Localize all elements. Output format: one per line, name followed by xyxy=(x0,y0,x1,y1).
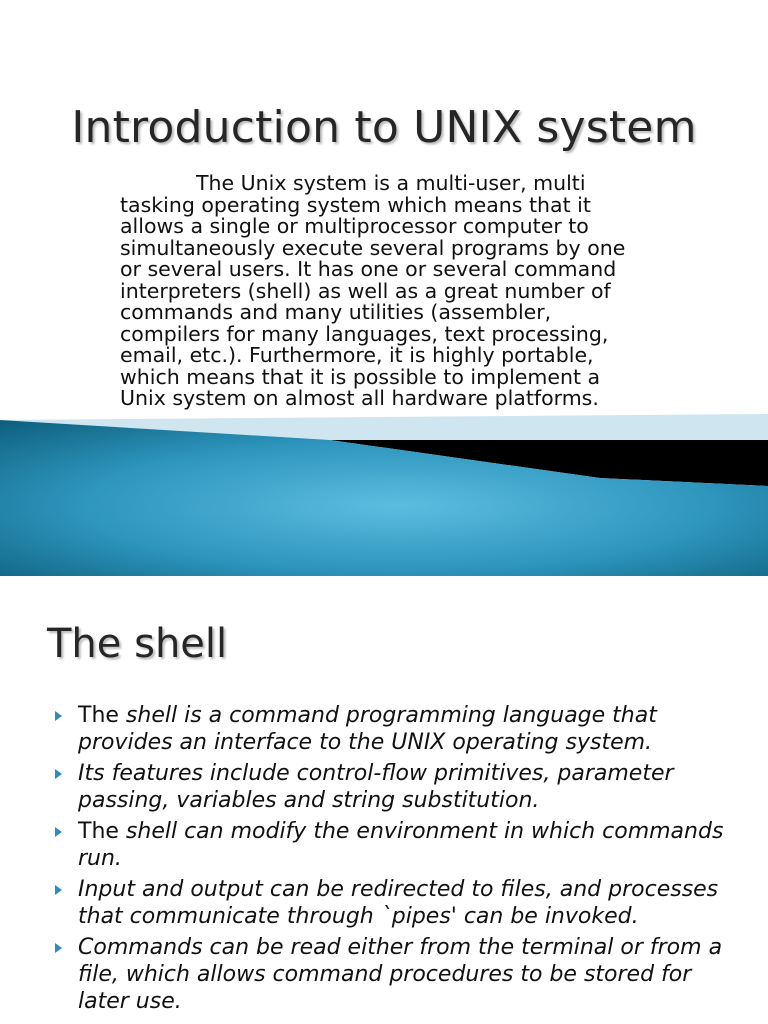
bullet-item xyxy=(55,876,735,930)
slide-1-body-text: The Unix system is a multi-user, multi tasking operating system which means that it allows a single or multiprocessor computer to simultaneously execute several programs by one or several users. It has one or several command interpreters (shell) as well as a great number of commands and many utilities (assembler, compilers for many languages, text processing, email, etc.). Furthermore, it is highly portable, which means that it is possible to implement a Unix system on almost all hardware platforms. xyxy=(120,171,626,410)
bullet-arrow-icon xyxy=(55,885,62,895)
bullet-prefix: The xyxy=(78,703,126,728)
bullet-arrow-icon xyxy=(55,711,62,721)
bullet-list xyxy=(55,702,735,1019)
bullet-arrow-icon xyxy=(55,769,62,779)
bullet-text: Commands can be read either from the terminal or from a file, which allows command procedures to be stored for later use. xyxy=(78,935,723,1014)
slide-1-body xyxy=(120,173,650,410)
slide-1-title: Introduction to UNIX system xyxy=(71,102,697,153)
bullet-item xyxy=(55,702,735,756)
bullet-item xyxy=(55,760,735,814)
bullet-prefix: The xyxy=(78,819,126,844)
bullet-text: Input and output can be redirected to files, and processes that communicate through `pipes' can be invoked. xyxy=(78,877,719,929)
slide-2 xyxy=(0,576,768,1024)
bullet-arrow-icon xyxy=(55,943,62,953)
bullet-text: shell is a command programming language that provides an interface to the UNIX operating system. xyxy=(78,703,657,755)
bullet-item xyxy=(55,818,735,872)
bullet-item xyxy=(55,934,735,1015)
bullet-arrow-icon xyxy=(55,827,62,837)
bullet-text: shell can modify the environment in which commands run. xyxy=(78,819,724,871)
slide-2-title: The shell xyxy=(47,621,228,667)
bullet-text: Its features include control-flow primitives, parameter passing, variables and string substitution. xyxy=(78,761,674,813)
wave-decoration xyxy=(0,400,768,576)
